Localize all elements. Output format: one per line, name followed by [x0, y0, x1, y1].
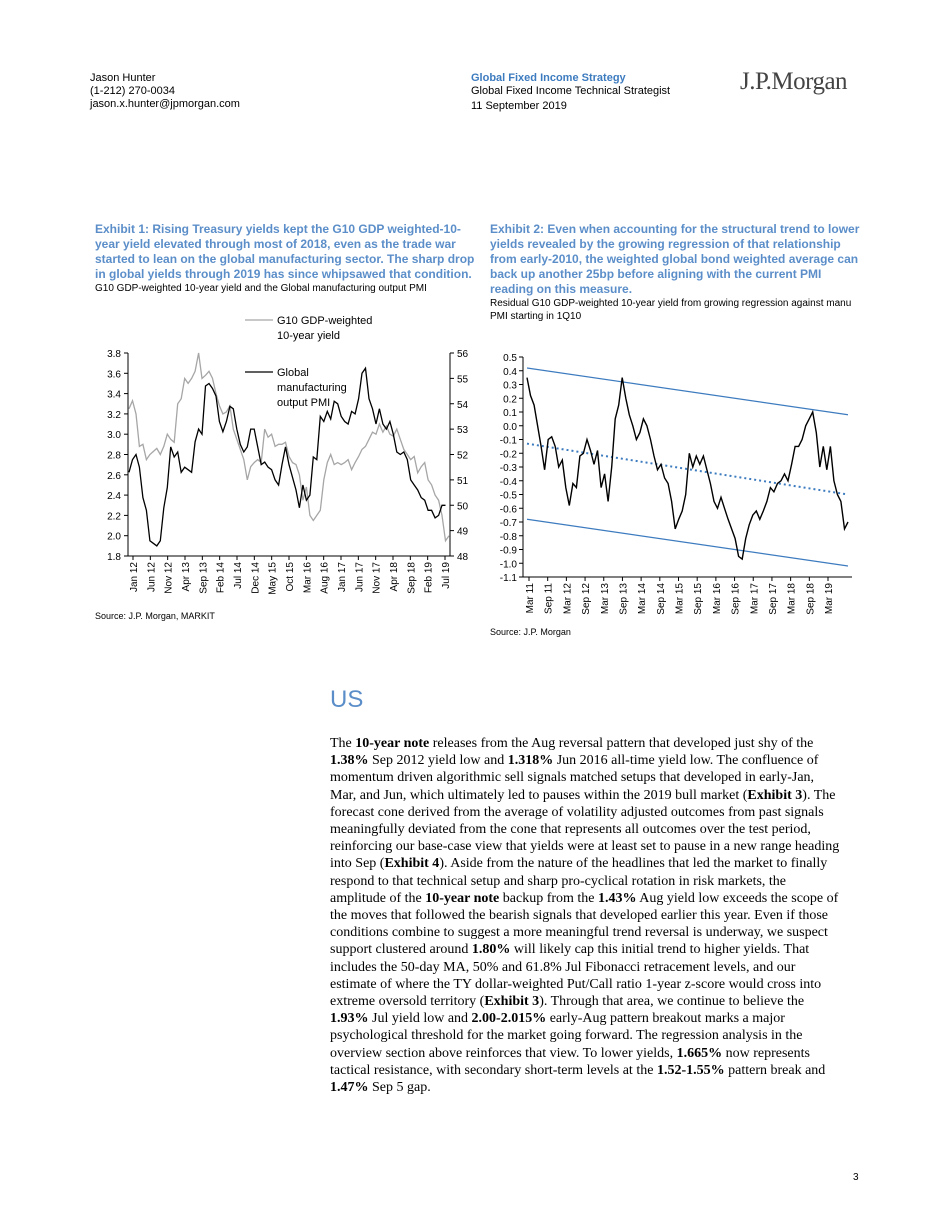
channel-lower-line [527, 519, 848, 566]
x-tick-label: Nov 17 [371, 562, 383, 594]
x-tick-label: Mar 15 [674, 583, 686, 615]
x-tick-label: Mar 16 [302, 562, 314, 594]
author-phone: (1-212) 270-0034 [90, 85, 176, 97]
y-tick-label: -0.5 [499, 490, 517, 502]
y-left-tick-label: 3.4 [107, 389, 121, 401]
x-tick-label: Jan 17 [337, 562, 348, 593]
y-left-tick-label: 3.6 [107, 369, 121, 381]
legend-label-yield: G10 GDP-weighted [277, 315, 373, 327]
y-left-tick-label: 2.0 [107, 531, 121, 543]
x-tick-label: Sep 17 [767, 583, 779, 615]
exhibit-2-source: Source: J.P. Morgan [490, 627, 571, 637]
author-name: Jason Hunter [90, 72, 156, 84]
x-tick-label: Sep 13 [618, 583, 630, 615]
legend-label-pmi: Global [277, 367, 309, 379]
x-tick-label: Sep 11 [543, 583, 555, 614]
jpmorgan-logo: J.P.Morgan [740, 68, 848, 95]
legend-label-yield-2: 10-year yield [277, 330, 340, 342]
legend-label-pmi-2: manufacturing [277, 382, 347, 394]
exhibit-2-chart [490, 340, 870, 625]
exhibit-1-title: Exhibit 1: Rising Treasury yields kept the G10 GDP weighted-10-year yield elevated through most of 2018, even as the trade war started to lean on the global manufacturing sector. The sharp drop in global yields through 2019 has since whipsawed that condition. [95, 222, 475, 281]
exhibit-2-title: Exhibit 2: Even when accounting for the structural trend to lower yields revealed by the growing regression of that relationship from early-2010, the weighted global bond weighted average can back up another 25bp before aligning with the current PMI reading on this measure. [490, 222, 860, 296]
y-left-tick-label: 3.2 [107, 409, 121, 421]
x-tick-label: Mar 18 [786, 583, 798, 615]
channel-upper-line [527, 368, 848, 415]
x-tick-label: Mar 19 [824, 583, 835, 615]
x-tick-label: Jun 12 [146, 562, 158, 593]
y-tick-label: -1.0 [499, 559, 517, 571]
y-tick-label: 0.3 [503, 380, 517, 392]
x-tick-label: Sep 18 [406, 562, 418, 594]
x-tick-label: Sep 14 [655, 583, 667, 615]
x-tick-label: May 15 [267, 562, 279, 595]
y-left-tick-label: 2.8 [107, 450, 121, 462]
x-tick-label: Feb 14 [215, 562, 227, 594]
exhibit-2-caption [490, 222, 862, 323]
y-tick-label: -0.9 [499, 545, 517, 557]
y-left-tick-label: 2.2 [107, 511, 121, 523]
x-tick-label: Oct 15 [285, 562, 296, 592]
y-left-tick-label: 1.8 [107, 552, 121, 563]
exhibit-1-caption [95, 222, 475, 295]
y-tick-label: 0.1 [503, 408, 517, 419]
x-tick-label: Sep 12 [581, 583, 593, 615]
y-tick-label: -1.1 [499, 573, 517, 584]
role: Global Fixed Income Technical Strategist [471, 85, 671, 97]
y-tick-label: -0.4 [499, 476, 517, 488]
x-tick-label: Mar 11 [525, 583, 536, 614]
legend-label-pmi-3: output PMI [277, 397, 331, 409]
exhibit-2-subtitle: Residual G10 GDP-weighted 10-year yield from growing regression against manu PMI starting in 1Q10 [490, 298, 852, 322]
x-tick-label: Sep 18 [805, 583, 817, 615]
x-tick-label: Mar 14 [637, 583, 649, 615]
y-tick-label: -0.2 [499, 449, 517, 461]
department: Global Fixed Income Strategy [471, 72, 626, 84]
x-tick-label: Jul 14 [233, 562, 244, 589]
article-paragraph: The 10-year note releases from the Aug reversal pattern that developed just shy of the 1.38% Sep 2012 yield low and 1.318% Jun 2016 all-time yield low. The confluence of momentum driven algorithmic sell signals matched setups that developed in early-Jan, Mar, and Jun, which ultimately led to pauses within the 2019 bull market (Exhibit 3). The forecast cone derived from the average of volatility adjusted outcomes from past signals meaningfully deviated from the cone that represents all outcomes over the test period, reinforcing our base-case view that yields were at least set to pause in a new range heading into Sep (Exhibit 4). Aside from the nature of the headlines that led the market to finally respond to that technical setup and sharp pro-cyclical rotation in risk markets, the amplitude of the 10-year note backup from the 1.43% Aug yield low exceeds the scope of the moves that followed the bearish signals that developed earlier this year. Even if those conditions combine to suggest a more meaningful trend reversal is underway, we suspect support clustered around 1.80% will likely cap this initial trend to higher yields. That includes the 50-day MA, 50% and 61.8% Jul Fibonacci retracement levels, and our estimate of where the TY dollar-weighted Put/Call ratio 1-year z-score would cross into extreme oversold territory (Exhibit 3). Through that area, we continue to believe the 1.93% Jul yield low and 2.00-2.015% early-Aug pattern breakout marks a major psychological threshold for the market going forward. The regression analysis in the overview section above reinforces that view. To lower yields, 1.665% now represents tactical resistance, with secondary short-term levels at the 1.52-1.55% pattern break and 1.47% Sep 5 gap. [330, 736, 840, 1096]
exhibit-1-chart [95, 305, 475, 610]
y-left-tick-label: 3.8 [107, 349, 121, 360]
y-left-tick-label: 2.4 [107, 491, 121, 503]
x-tick-label: Mar 16 [711, 583, 723, 615]
x-tick-label: Apr 18 [389, 562, 400, 592]
report-date: 11 September 2019 [471, 100, 567, 112]
y-right-tick-label: 51 [457, 475, 469, 487]
author-email: jason.x.hunter@jpmorgan.com [90, 98, 240, 110]
y-right-tick-label: 52 [457, 450, 469, 462]
x-tick-label: Mar 17 [749, 583, 761, 615]
x-tick-label: Aug 16 [319, 562, 331, 594]
section-title: US [330, 686, 364, 713]
y-right-tick-label: 56 [457, 349, 469, 360]
series-residual-line [527, 378, 848, 559]
x-tick-label: Feb 19 [423, 562, 435, 594]
y-tick-label: -0.1 [499, 435, 517, 447]
x-tick-label: Jun 17 [354, 562, 366, 593]
y-tick-label: 0.0 [503, 421, 517, 433]
y-right-tick-label: 55 [457, 374, 469, 386]
x-tick-label: Sep 15 [693, 583, 705, 615]
y-right-tick-label: 50 [457, 501, 469, 513]
x-tick-label: Apr 13 [181, 562, 192, 592]
y-right-tick-label: 53 [457, 425, 469, 437]
x-tick-label: Mar 13 [599, 583, 611, 615]
y-tick-label: -0.6 [499, 504, 517, 516]
x-tick-label: Mar 12 [562, 583, 574, 615]
exhibit-1-subtitle: G10 GDP-weighted 10-year yield and the Global manufacturing output PMI [95, 283, 427, 294]
x-tick-label: Dec 14 [250, 562, 262, 594]
y-right-tick-label: 48 [457, 552, 469, 563]
report-info [471, 72, 670, 113]
y-right-tick-label: 49 [457, 526, 469, 538]
y-tick-label: -0.7 [499, 518, 517, 529]
y-tick-label: 0.2 [503, 394, 517, 406]
y-right-tick-label: 54 [457, 399, 469, 411]
exhibit-1-source: Source: J.P. Morgan, MARKIT [95, 611, 215, 621]
y-tick-label: 0.5 [503, 353, 517, 364]
y-tick-label: -0.8 [499, 531, 517, 543]
x-tick-label: Sep 16 [730, 583, 742, 615]
y-left-tick-label: 3.0 [107, 430, 121, 442]
x-tick-label: Nov 12 [163, 562, 175, 594]
y-tick-label: 0.4 [503, 366, 517, 378]
series-pmi-line [129, 368, 446, 546]
x-tick-label: Jul 19 [441, 562, 452, 589]
y-tick-label: -0.3 [499, 463, 517, 474]
page-number: 3 [853, 1172, 859, 1183]
author-block [90, 72, 240, 111]
x-tick-label: Jan 12 [129, 562, 140, 593]
y-left-tick-label: 2.6 [107, 470, 121, 482]
x-tick-label: Sep 13 [198, 562, 210, 594]
